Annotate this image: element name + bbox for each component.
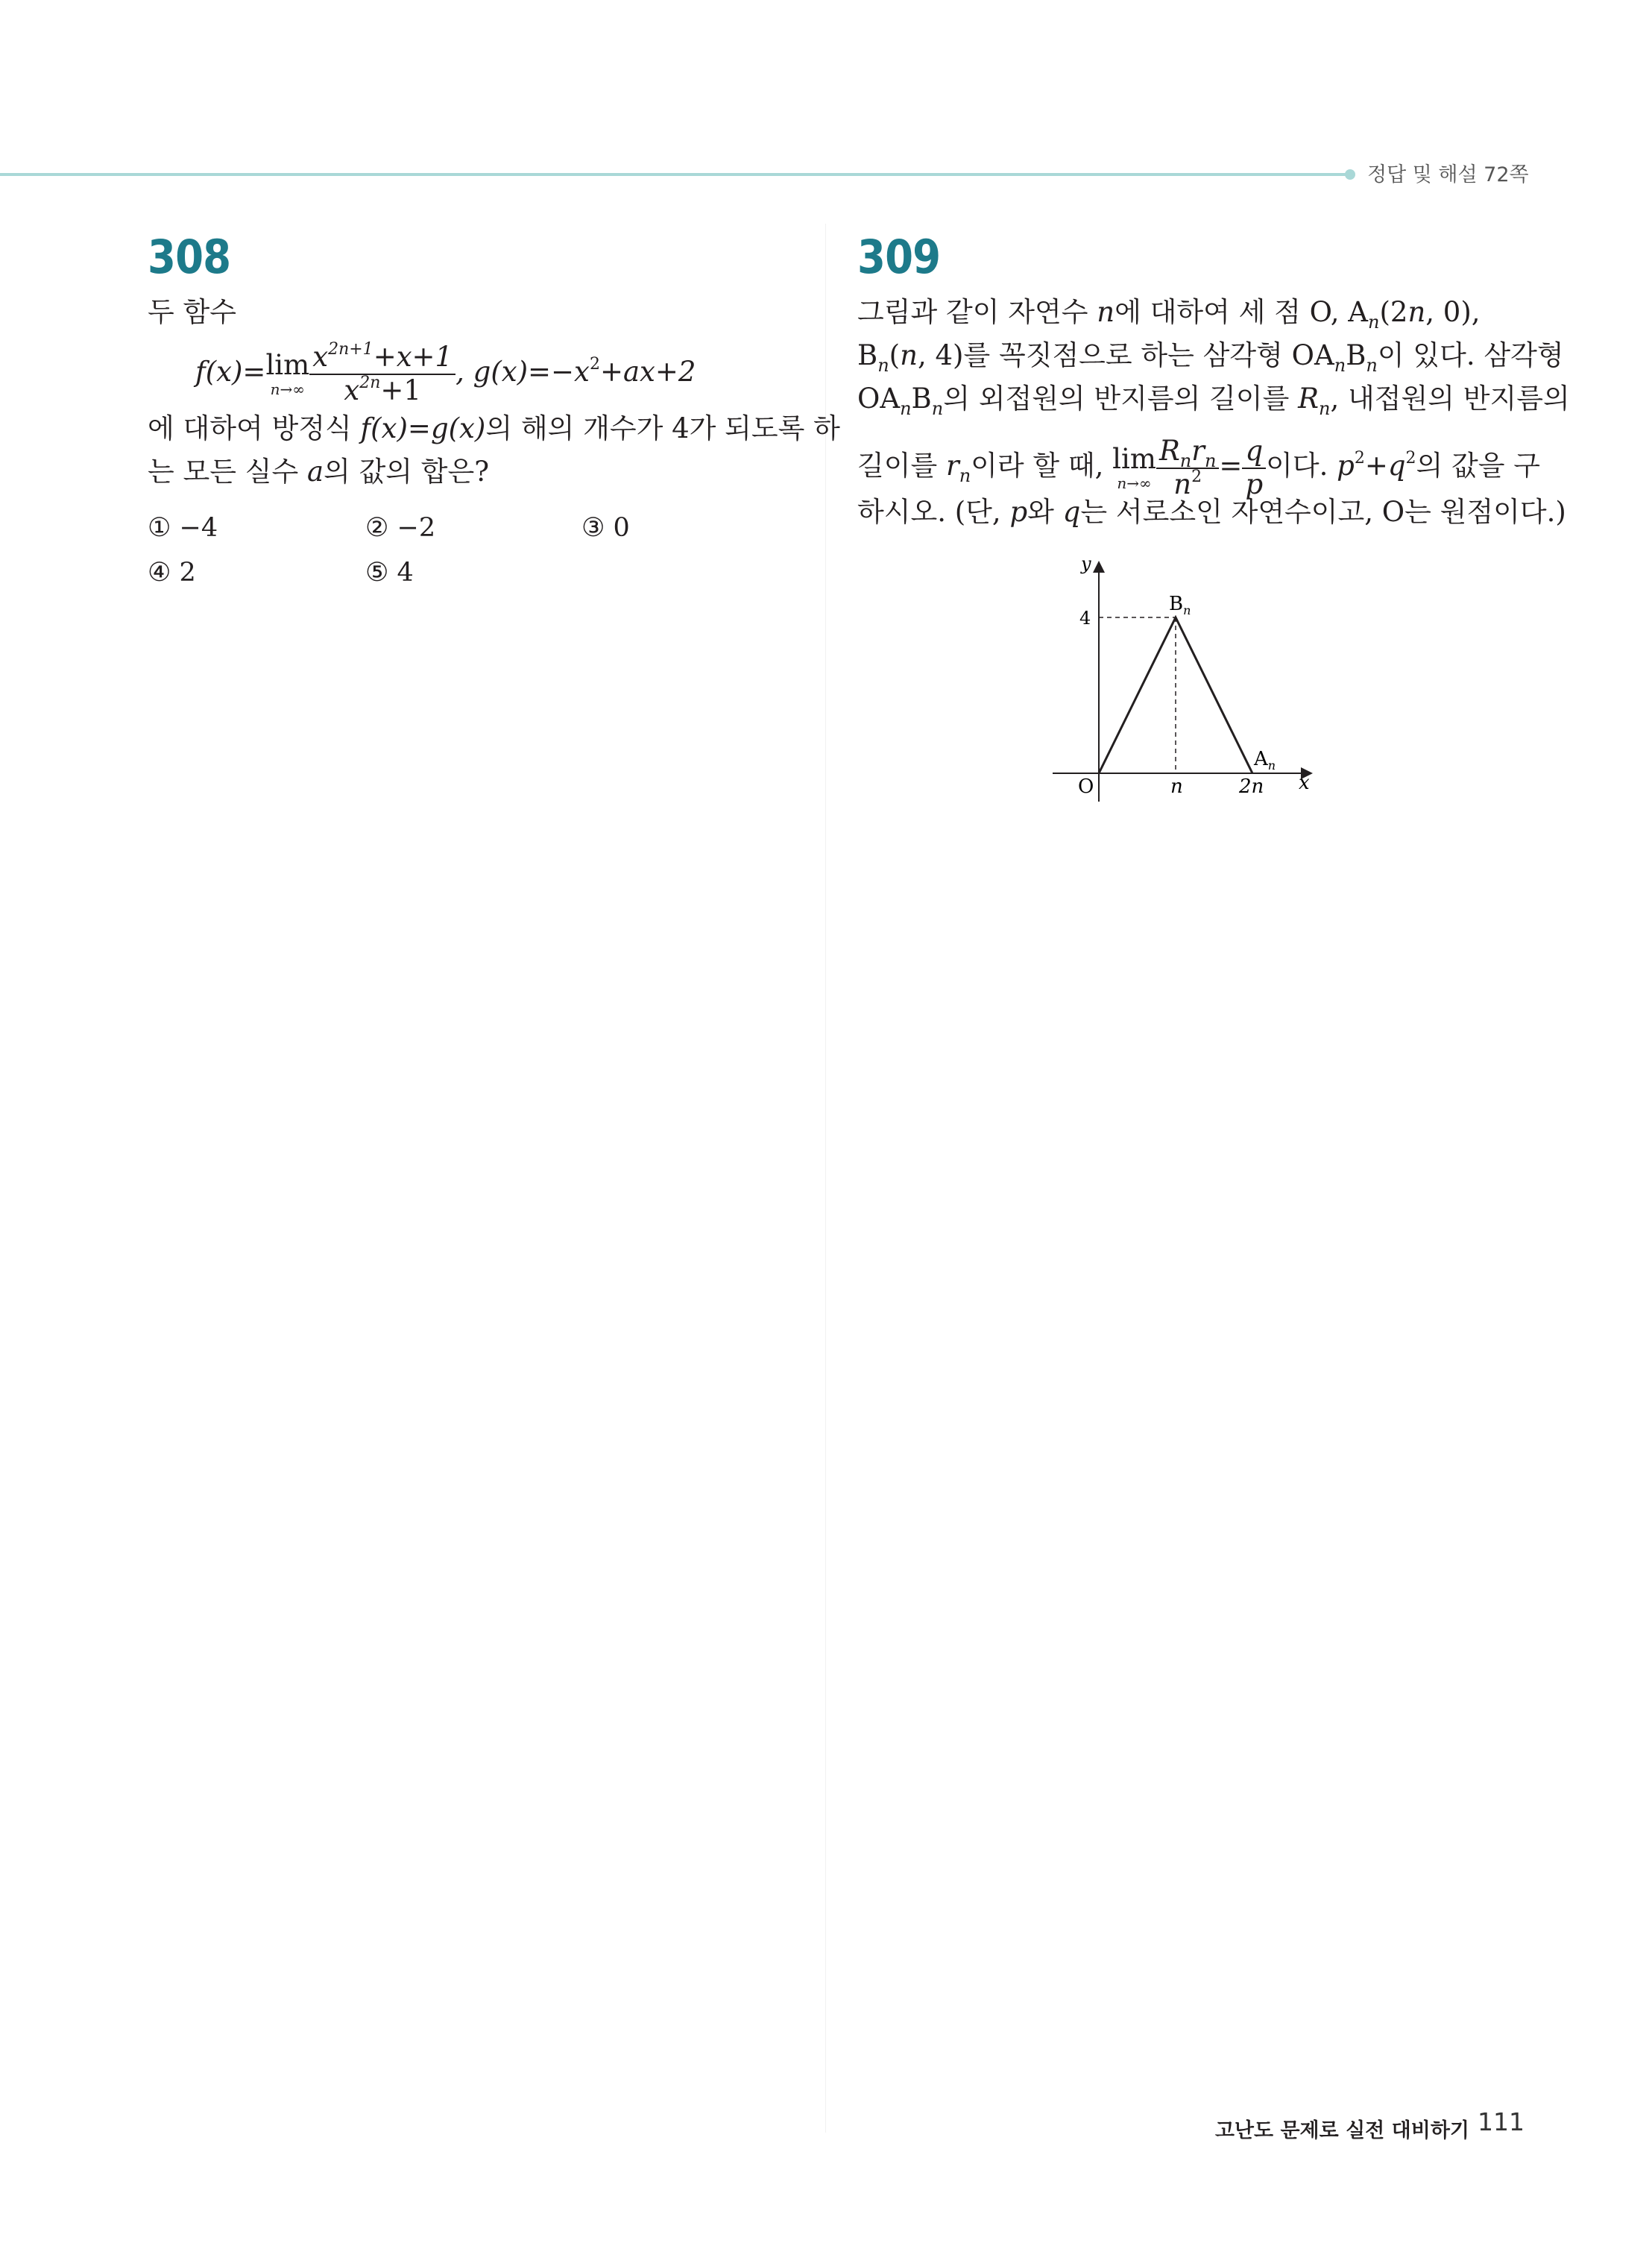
f-lhs: f(x)= — [195, 356, 266, 388]
choice-1[interactable]: ① −4 — [148, 513, 218, 543]
x-tick-n: n — [1170, 776, 1183, 798]
page-number: 111 — [1478, 2107, 1525, 2136]
label-A: $A_n$ — [1254, 748, 1276, 773]
problem-308-line4: 는 모든 실수 a의 값의 합은? — [148, 456, 490, 488]
triangle-figure — [1044, 552, 1327, 805]
lim-operator-309: lim n→∞ — [1112, 442, 1156, 493]
g-def: , g(x)=−x — [455, 356, 590, 388]
label-B: $B_n$ — [1169, 593, 1191, 617]
column-divider — [825, 224, 826, 2133]
problem-309-line4: 길이를 $r_n$이라 할 때, lim n→∞ $\frac{R_nr_n}{n^2}$ = $\frac{q}{p}$ 이다. $p^2+q^2$의 값을 구 — [857, 435, 1541, 500]
footer-section-title: 고난도 문제로 실전 대비하기 — [1214, 2119, 1469, 2142]
answer-reference: 정답 및 해설 72쪽 — [1367, 163, 1529, 186]
problem-308-formula: f(x)= lim n→∞ $\frac{x^{2n+1}+x+1}{x^{2n}+1}$ , $g(x)=-x^2+ax+2$ — [195, 340, 696, 406]
origin-label: O — [1078, 776, 1094, 798]
problem-308-number: 308 — [148, 230, 231, 284]
choice-5[interactable]: ⑤ 4 — [365, 558, 414, 588]
problem-308-line3: 에 대하여 방정식 f(x)=g(x)의 해의 개수가 4가 되도록 하 — [148, 412, 840, 444]
choice-2[interactable]: ② −2 — [365, 513, 436, 543]
y-tick-4: 4 — [1079, 608, 1091, 629]
choice-4[interactable]: ④ 2 — [148, 558, 196, 588]
problem-309-line3: $OA_nB_n$의 외접원의 반지름의 길이를 $R_n$, 내접원의 반지름의 — [857, 383, 1570, 419]
problem-308-intro: 두 함수 — [148, 296, 236, 328]
problem-309-line1: 그림과 같이 자연수 n에 대하여 세 점 O, $A_n(2n$, 0), — [857, 296, 1481, 333]
x-axis-label: x — [1299, 772, 1310, 794]
ratio-fraction: $\frac{R_nr_n}{n^2}$ — [1156, 435, 1219, 500]
problem-309-line5: 하시오. (단, p와 q는 서로소인 자연수이고, O는 원점이다.) — [857, 496, 1566, 528]
problem-309-line2: $B_n(n$, 4)를 꼭짓점으로 하는 삼각형 $OA_nB_n$이 있다. 삼각형 — [857, 339, 1564, 376]
q-over-p-fraction: $\frac{q}{p}$ — [1242, 435, 1266, 500]
header-dot — [1345, 169, 1355, 180]
header-rule — [0, 173, 1349, 176]
y-axis-label: y — [1081, 553, 1091, 574]
problem-309-number: 309 — [857, 230, 941, 284]
x-tick-2n: 2n — [1239, 776, 1264, 798]
choice-3[interactable]: ③ 0 — [581, 513, 630, 543]
f-fraction: $\frac{x^{2n+1}+x+1}{x^{2n}+1}$ — [309, 342, 455, 406]
lim-operator: lim n→∞ — [265, 348, 310, 399]
